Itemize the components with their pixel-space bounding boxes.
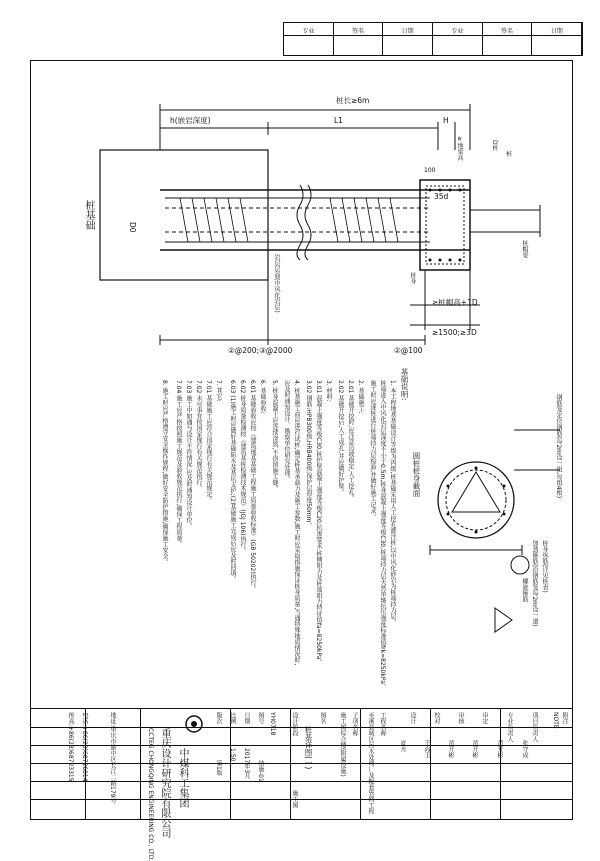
- note-1b: 桩端进入中风化岩层深度不小于0.5m,桩身混凝土强度等级C30,桩端持力层天然单轴抗压强度标准值frk=8250kPa。: [379, 380, 386, 690]
- l1-label: L1: [334, 116, 343, 125]
- tb-sheet-no: YH0718: [269, 712, 276, 736]
- note-602: 6.02 桩身质量检测按《建筑基桩检测技术规范》(JGJ 106)执行。: [239, 380, 246, 554]
- tb-drawing-title: 桩基详图(一): [304, 726, 313, 770]
- tb-pm: 张守成: [521, 740, 528, 758]
- tb-project-name: 巫溪县城区污水处理厂及配套管网工程: [367, 712, 374, 814]
- tb-item-name: 施工图综合楼(附属设施): [339, 712, 346, 777]
- note-5: 5. 桩身混凝土应连续浇筑,不得留施工缝。: [271, 380, 278, 492]
- revision-col: 日期: [383, 23, 433, 55]
- section-note-2: 桩身纵筋(详见桩表): [541, 540, 548, 593]
- d0-label: D0: [128, 222, 137, 233]
- note-603: 6.03 (1)施工时应做好基础防水及基坑支护;(2)基础施工完成后应及时回填。: [229, 380, 236, 583]
- tb-checked: 黄开彬: [447, 740, 454, 758]
- pile-dia-label: D桩: [491, 140, 498, 151]
- tb-company-cn: 中煤科工集团: [177, 748, 188, 808]
- tb-fax: 传真:+86(23)68723315: [67, 712, 74, 782]
- note-202: 2.02 基础开挖后,人工成孔,并应做好护壁。: [337, 380, 344, 496]
- revision-col: 签名: [483, 23, 533, 55]
- tb-scale: 1:50: [229, 748, 236, 762]
- section-note-4: 螺旋箍筋: [521, 578, 528, 602]
- tb-scale-label: 比例: [229, 712, 236, 724]
- tb-discipline: 黄开彬: [496, 740, 503, 758]
- note-8: 8. 施工时应严格遵守安全操作规程,做好安全防护措施,确保施工安全。: [161, 380, 168, 566]
- tb-address: 地址:重庆市渝中区长江二路179号: [109, 712, 116, 804]
- tb-drawing-no: 结施-01: [257, 760, 264, 782]
- section-note-1: 钢筋笼定位钢筋(每2m设一组,每组4根): [555, 394, 562, 499]
- tb-stage: 施工图: [291, 790, 298, 808]
- pile-length-label: 桩长≥6m: [336, 96, 370, 105]
- note-4b: 应及时通知设计、勘察单位研究处理。: [283, 380, 290, 482]
- tb-note-en: NOTE: [552, 712, 559, 729]
- note-703: 7.03 施工中如遇与设计不符情况,应及时通知设计单位。: [185, 380, 192, 530]
- revision-col: 日期: [532, 23, 582, 55]
- note-704: 7.04 施工应严格按照施工规范及验收规范执行,确保工程质量。: [175, 380, 182, 548]
- tb-pm-label: 项目负责人: [531, 712, 538, 742]
- notes-header: 基础说明:: [400, 368, 409, 401]
- tb-date-label: 日期: [243, 712, 250, 724]
- cap-min-label: ≥1500;≥3D: [432, 328, 477, 337]
- pile-mark-label: 桩: [506, 151, 513, 158]
- tb-project-label: 工程名称: [379, 712, 386, 736]
- note-3: 3. 材料:: [325, 380, 332, 402]
- tb-approved-label: 审定: [481, 712, 488, 724]
- section-title: 圆桩桩身截面: [412, 452, 421, 497]
- tb-designed-label: 设计: [409, 712, 416, 724]
- note-302: 3.02 钢筋:HPB300级,HRB400级;保护层厚度50mm。: [305, 380, 312, 529]
- cap-height-label: ≥桩帽高+1D: [432, 298, 478, 307]
- tb-stage-label: 设计阶段: [291, 712, 298, 736]
- tb-tel: 电话:+86(23)68726814: [81, 712, 88, 782]
- tb-checked-label: 审核: [457, 712, 464, 724]
- tb-edition-label: 版次: [215, 712, 222, 724]
- pile-body-label: 桩身: [409, 272, 416, 284]
- tb-company-en: CCTEG CHONGQING ENGINEERING CO., LTD.: [147, 728, 154, 861]
- section-note-3: 加劲箍筋(沿钢筋笼每2m设一道): [531, 540, 538, 627]
- rock-label: 桩基础: [83, 200, 94, 230]
- tb-item-label: 子项名称: [351, 712, 358, 736]
- note-702: 7.02 未尽事宜按国家现行有关规范执行。: [195, 380, 202, 492]
- revision-col: 专业: [284, 23, 334, 55]
- tb-drawing-no-label: 图号: [257, 712, 264, 724]
- embed-depth-label: h(嵌岩深度): [170, 116, 211, 125]
- tb-proofed-label: 校对: [433, 712, 440, 724]
- note-4: 4. 桩基施工前应进行试桩,确定桩基承载力及施工参数,施工时应采取措施保证桩身质量,当遇特殊地质情况时,: [293, 380, 300, 666]
- note-6: 6. 基础验收:: [259, 380, 266, 414]
- note-2: 2. 基础施工:: [357, 380, 364, 414]
- tb-company-cn2: 重庆设计研究院有限公司: [159, 728, 170, 838]
- tb-approved: 黄开彬: [471, 740, 478, 758]
- dim-35d-label: 35d: [434, 192, 449, 201]
- ground-label: ≥ 地梁高: [456, 136, 463, 161]
- company-logo-icon: [184, 714, 204, 734]
- note-1c: 施工时应逐桩进行桩端持力层检验,并做好施工记录。: [369, 380, 376, 520]
- tb-date: 2017年3月: [243, 748, 250, 780]
- cap-beam-label: 桩帽梁: [521, 240, 528, 258]
- tb-designed: 夏舟: [399, 740, 406, 752]
- spacing-right-label: ②@100: [394, 346, 423, 355]
- note-201: 2.01 基础开挖时,应注意边坡稳定,人工挖孔。: [347, 380, 354, 502]
- dim-100-label: 100: [424, 167, 436, 174]
- tb-discipline-label: 专业负责人: [506, 712, 513, 742]
- note-1: 1. 本工程地基基础设计等级为丙级,桩基础采用人工挖孔灌注桩,以中风化砂岩为桩端持力层。: [389, 380, 396, 626]
- revision-col: 签名: [334, 23, 384, 55]
- note-701: 7.01 基础施工应符合国家现行有关规范规定。: [205, 380, 212, 504]
- spacing-left-label: ②@200;③@2000: [228, 346, 293, 355]
- note-7: 7. 其它:: [215, 380, 222, 402]
- tb-proofed: 王海玉: [423, 740, 430, 758]
- tb-edition: 第1版: [215, 760, 222, 776]
- stiff-layer-label: 岩层层面(中风化岩层): [273, 254, 280, 313]
- tb-note-label: 附注: [561, 712, 568, 724]
- note-601: 6.01 基础验收应按《建筑地基基础工程施工质量验收标准》(GB 50202)执行。: [249, 380, 256, 592]
- h-label: H: [443, 116, 449, 125]
- tb-drawing-title-label: 图名: [319, 712, 326, 724]
- revision-col: 专业: [433, 23, 483, 55]
- note-301: 3.01 混凝土强度等级C30,桩护壁混凝土强度等级C20;抗渗要求:桩侧阻力及桩端阻力特征值fa=8250kPa。: [315, 380, 322, 666]
